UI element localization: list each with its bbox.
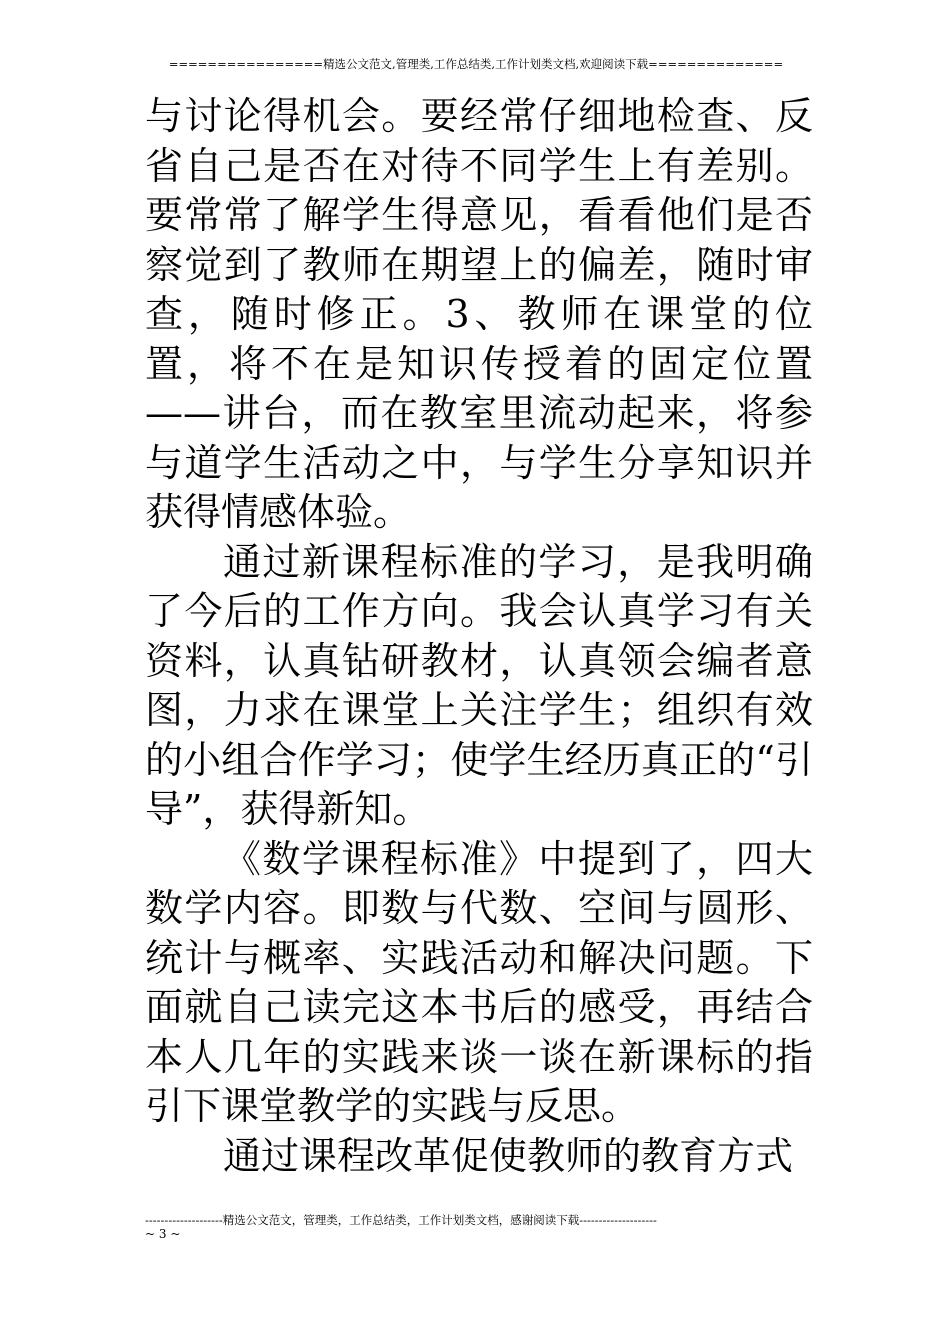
document-body xyxy=(145,92,813,1181)
paragraph-3: 《数学课程标准》中提到了，四大数学内容。即数与代数、空间与圆形、统计与概率、实践活动和解决问题。下面就自己读完这本书后的感受，再结合本人几年的实践来谈一谈在新课标的指引下课堂教学的实践与反思。 xyxy=(145,836,813,1128)
paragraph-1: 与讨论得机会。要经常仔细地检查、反省自己是否在对待不同学生上有差别。要常常了解学生得意见，看看他们是否察觉到了教师在期望上的偏差，随时审查，随时修正。3、教师在课堂的位置，将不在是知识传授着的固定位置 ——讲台，而在教室里流动起来，将参与道学生活动之中，与学生分享知识并获得情感体验。 xyxy=(145,94,813,534)
paragraph-4: 通过课程改革促使教师的教育方式 xyxy=(223,1133,794,1178)
page-number: ~ 3 ~ xyxy=(145,1227,181,1241)
paragraph-2: 通过新课程标准的学习，是我明确了今后的工作方向。我会认真学习有关资料，认真钻研教材，认真领会编者意图，力求在课堂上关注学生；组织有效的小组合作学习；使学生经历真正的“引导”，获得新知。 xyxy=(145,539,813,831)
page-header: ================精选公文范文,管理类,工作总结类,工作计划类文档,欢迎阅读下载============== xyxy=(168,57,784,71)
page-footer: --------------------精选公文范文，管理类，工作总结类，工作计划类文档，感谢阅读下载-------------------- xyxy=(145,1213,657,1227)
